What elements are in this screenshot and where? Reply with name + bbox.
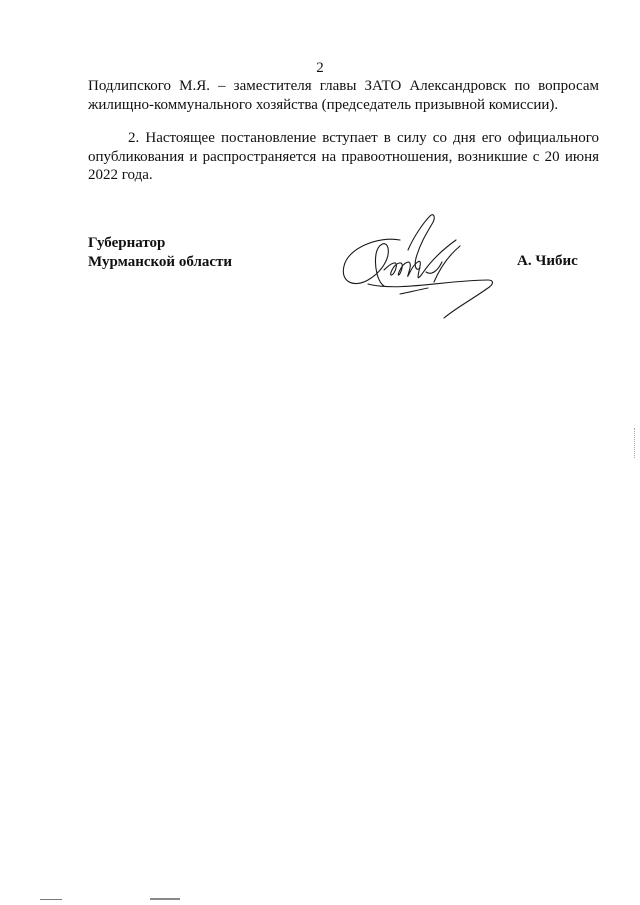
handwritten-signature bbox=[338, 210, 500, 322]
scan-artifact-line bbox=[40, 899, 62, 900]
paragraph-continued-list-item: Подлипского М.Я. – заместителя главы ЗАТО Александровск по вопросам жилищно-коммунального хозяйства (председатель призывной комиссии). bbox=[88, 78, 599, 113]
signer-position-line-1: Губернатор bbox=[88, 235, 166, 251]
page-number: 2 bbox=[316, 60, 324, 76]
signer-name: А. Чибис bbox=[517, 253, 578, 269]
paragraph-effective-date: 2. Настоящее постановление вступает в силу со дня его официального опубликования и распространяется на правоотношения, возникшие с 20 июня 2022 года. bbox=[88, 130, 599, 183]
scan-artifact-mark bbox=[634, 428, 637, 458]
scan-artifact-line bbox=[150, 898, 180, 900]
signer-position bbox=[88, 234, 232, 272]
signer-position-line-2: Мурманской области bbox=[88, 254, 233, 270]
